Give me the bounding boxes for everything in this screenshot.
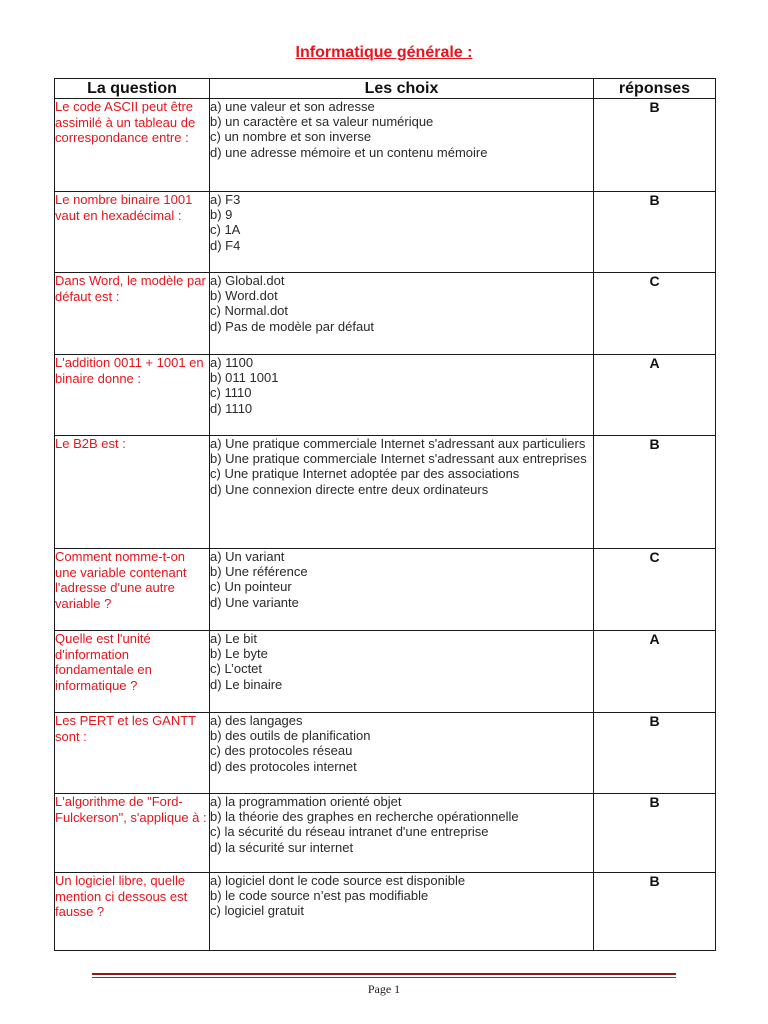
choice-option: b) des outils de planification — [210, 728, 371, 744]
choices-cell — [210, 549, 594, 631]
choice-option: c) Un pointeur — [210, 579, 292, 595]
question-cell: Le B2B est : — [55, 436, 210, 549]
page-number: Page 1 — [367, 982, 401, 996]
table-row — [55, 273, 716, 355]
choices-cell — [210, 794, 594, 873]
question-cell: L'addition 0011 + 1001 en binaire donne : — [55, 355, 210, 436]
answer-cell: B — [594, 436, 716, 549]
answer-cell: C — [594, 273, 716, 355]
choice-option: d) Pas de modèle par défaut — [210, 318, 375, 334]
quiz-table — [54, 78, 716, 951]
choice-option: b) Une référence — [210, 564, 308, 580]
table-row — [55, 631, 716, 713]
choice-option: c) des protocoles réseau — [210, 743, 353, 759]
choice-option: d) Une variante — [210, 594, 299, 610]
choice-option: a) Une pratique commerciale Internet s'adressant aux particuliers — [210, 436, 586, 451]
answer-cell: B — [594, 99, 716, 192]
choices-cell — [210, 436, 594, 549]
answer-cell: C — [594, 549, 716, 631]
choice-option: a) 1100 — [210, 355, 254, 370]
choice-option: b) un caractère et sa valeur numérique — [210, 114, 434, 130]
choice-option: d) F4 — [210, 237, 241, 253]
choice-option: a) la programmation orienté objet — [210, 794, 402, 809]
answer-cell: B — [594, 794, 716, 873]
choice-option: b) le code source n’est pas modifiable — [210, 888, 429, 904]
table-row — [55, 713, 716, 794]
choice-option: a) logiciel dont le code source est disponible — [210, 873, 466, 888]
choice-option: c) 1110 — [210, 385, 252, 401]
answer-cell: B — [594, 713, 716, 794]
choice-option: b) 9 — [210, 207, 233, 223]
choice-option: d) Une connexion directe entre deux ordinateurs — [210, 481, 489, 497]
header-question: La question — [55, 79, 210, 99]
choices-cell — [210, 631, 594, 713]
document-title: Informatique générale : — [295, 44, 473, 61]
choice-option: a) une valeur et son adresse — [210, 99, 375, 114]
choices-cell — [210, 873, 594, 951]
question-cell: Le nombre binaire 1001 vaut en hexadécimal : — [55, 192, 210, 273]
choice-option: a) Un variant — [210, 549, 285, 564]
choice-option: d) la sécurité sur internet — [210, 839, 354, 855]
choice-option: a) des langages — [210, 713, 303, 728]
choice-option: b) 011 1001 — [210, 370, 279, 386]
answer-cell: A — [594, 631, 716, 713]
choice-option: d) une adresse mémoire et un contenu mémoire — [210, 144, 488, 160]
question-cell: Quelle est l'unité d'information fondamentale en informatique ? — [55, 631, 210, 713]
choice-option: d) 1110 — [210, 400, 253, 416]
choice-option: c) Normal.dot — [210, 303, 289, 319]
table-row — [55, 99, 716, 192]
choice-option: c) 1A — [210, 222, 241, 238]
question-cell: Un logiciel libre, quelle mention ci dessous est fausse ? — [55, 873, 210, 951]
choices-cell — [210, 713, 594, 794]
choice-option: b) Une pratique commerciale Internet s'adressant aux entreprises — [210, 451, 587, 467]
choices-cell — [210, 99, 594, 192]
table-row — [55, 355, 716, 436]
choice-option: c) un nombre et son inverse — [210, 129, 372, 145]
question-cell: Comment nomme-t-on une variable contenant l'adresse d'une autre variable ? — [55, 549, 210, 631]
choices-cell — [210, 192, 594, 273]
choice-option: a) F3 — [210, 192, 241, 207]
table-row — [55, 873, 716, 951]
choice-option: c) la sécurité du réseau intranet d'une entreprise — [210, 824, 489, 840]
choice-option: b) Le byte — [210, 646, 268, 662]
table-row — [55, 794, 716, 873]
table-header-row — [55, 79, 716, 99]
choice-option: a) Le bit — [210, 631, 257, 646]
choice-option: c) L’octet — [210, 661, 263, 677]
choice-option: b) Word.dot — [210, 288, 278, 304]
choice-option: d) des protocoles internet — [210, 758, 357, 774]
choice-option: a) Global.dot — [210, 273, 285, 288]
question-cell: Le code ASCII peut être assimilé à un tableau de correspondance entre : — [55, 99, 210, 192]
header-choices: Les choix — [210, 79, 594, 99]
choices-cell — [210, 355, 594, 436]
header-answers: réponses — [594, 79, 716, 99]
footer-rule-thin — [92, 977, 676, 978]
answer-cell: B — [594, 192, 716, 273]
choice-option: c) Une pratique Internet adoptée par des associations — [210, 466, 520, 482]
footer-rule — [92, 973, 676, 975]
choice-option: d) Le binaire — [210, 676, 283, 692]
answer-cell: B — [594, 873, 716, 951]
table-row — [55, 192, 716, 273]
table-row — [55, 436, 716, 549]
choice-option: b) la théorie des graphes en recherche opérationnelle — [210, 809, 519, 825]
answer-cell: A — [594, 355, 716, 436]
choices-cell — [210, 273, 594, 355]
question-cell: Les PERT et les GANTT sont : — [55, 713, 210, 794]
table-row — [55, 549, 716, 631]
choice-option: c) logiciel gratuit — [210, 903, 304, 919]
quiz-body — [55, 99, 716, 951]
question-cell: L'algorithme de "Ford-Fulckerson", s'applique à : — [55, 794, 210, 873]
question-cell: Dans Word, le modèle par défaut est : — [55, 273, 210, 355]
